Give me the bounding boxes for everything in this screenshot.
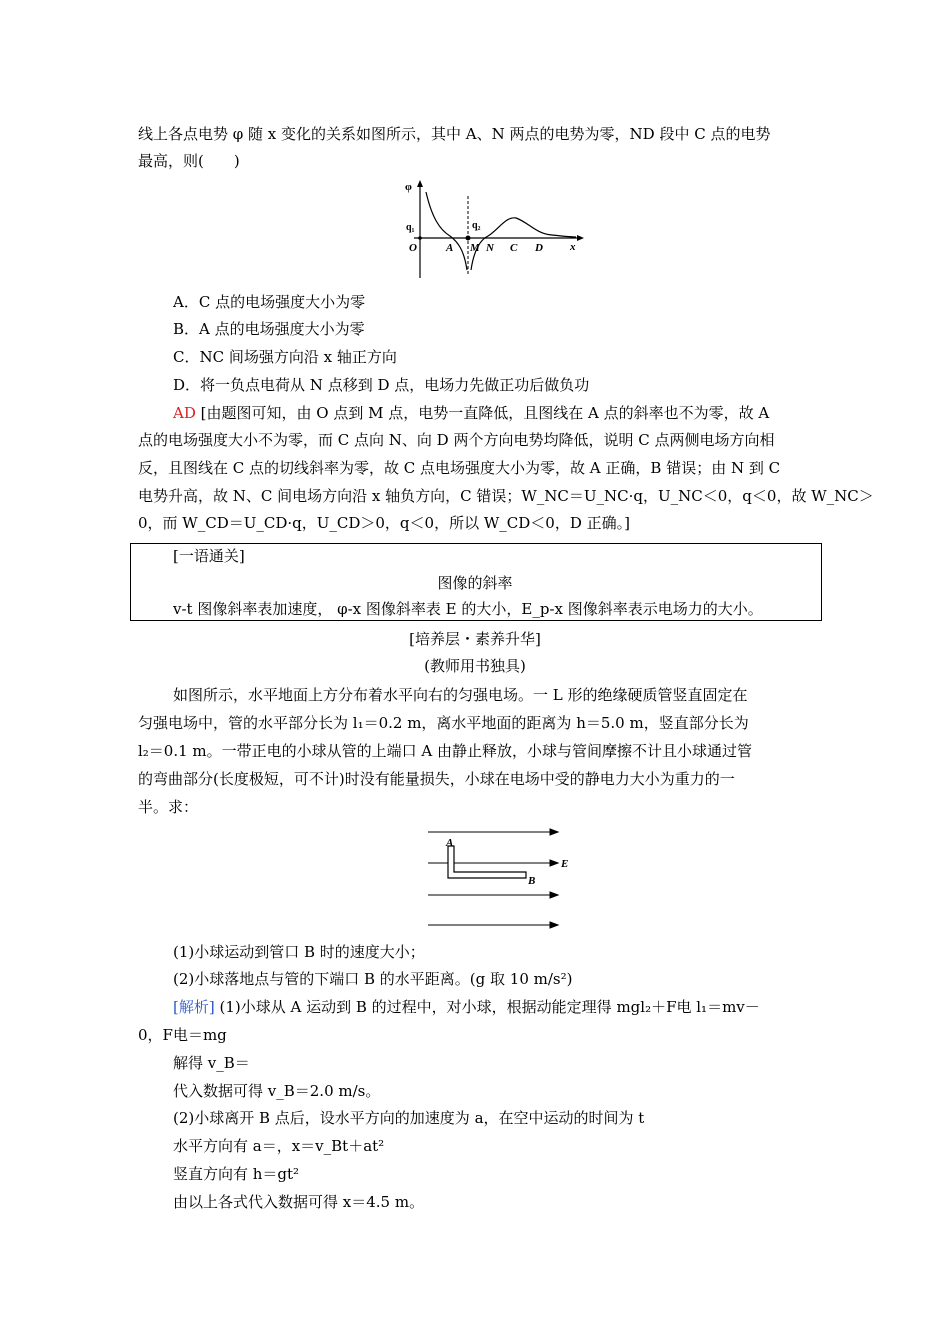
answer-line4: 电势升高，故 N、C 间电场方向沿 x 轴负方向，C 错误；W_NC＝U_NC·q，U_NC＜0，q＜0，故 W_NC＞: [138, 487, 874, 505]
solution-line1: [173, 997, 760, 1017]
option-d: D．将一负点电荷从 N 点移到 D 点，电场力先做正功后做负功: [173, 376, 590, 394]
section-subheading: (教师用书独具): [424, 657, 526, 675]
phi-x-graph: [400, 178, 590, 284]
solution-tag: [解析]: [173, 998, 215, 1016]
answer-line2: 点的电场强度大小不为零，而 C 点向 N、向 D 两个方向电势均降低，说明 C 点两侧电场方向相: [138, 431, 775, 449]
figure-label-B: B: [528, 875, 536, 887]
tip-box-body: v-t 图像斜率表加速度， φ-x 图像斜率表 E 的大小，E_p-x 图像斜率表示电场力的大小。: [173, 600, 763, 618]
graph-label-x: x: [570, 241, 576, 253]
answer-line1: [173, 403, 769, 423]
graph-label-N: N: [486, 242, 494, 254]
problem-question-2: (2)小球落地点与管的下端口 B 的水平距离。(g 取 10 m/s²): [173, 970, 573, 988]
answer-line3: 反，且图线在 C 点的切线斜率为零，故 C 点电场强度大小为零，故 A 正确，B 错误；由 N 到 C: [138, 459, 781, 477]
section-heading: [培养层・素养升华]: [409, 630, 541, 648]
graph-label-phi: φ: [405, 181, 412, 193]
question-stem-line2: 最高，则( ): [138, 152, 240, 170]
answer-line5: 0，而 W_CD＝U_CD·q，U_CD＞0，q＜0，所以 W_CD＜0，D 正确。]: [138, 514, 630, 532]
question-stem-line1: 线上各点电势 φ 随 x 变化的关系如图所示，其中 A、N 两点的电势为零，ND 段中 C 点的电势: [138, 125, 771, 143]
tip-box-title: 图像的斜率: [437, 574, 513, 592]
problem-question-1: (1)小球运动到管口 B 时的速度大小；: [173, 943, 425, 961]
solution-step4: 水平方向有 a＝，x＝v_Bt＋at²: [173, 1137, 385, 1155]
graph-label-q2: q₂: [472, 220, 481, 231]
option-c: C．NC 间场强方向沿 x 轴正方向: [173, 348, 397, 366]
graph-label-A: A: [446, 242, 454, 254]
answer-key: AD: [173, 404, 196, 422]
solution-step1: 解得 v_B＝: [173, 1054, 250, 1072]
graph-label-q1: q₁: [406, 222, 415, 233]
solution-line2: 0，F电＝mg: [138, 1026, 227, 1044]
solution-step5: 竖直方向有 h＝gt²: [173, 1165, 300, 1183]
problem-line5: 半。求：: [138, 798, 199, 816]
graph-label-C: C: [510, 242, 518, 254]
tube-field-figure: [420, 826, 580, 936]
tip-box-tag: [一语通关]: [173, 547, 245, 565]
answer-text-line1: [由题图可知，由 O 点到 M 点，电势一直降低，且图线在 A 点的斜率也不为零，故 A: [200, 404, 770, 422]
solution-step2: 代入数据可得 v_B＝2.0 m/s。: [173, 1082, 381, 1100]
option-b: B．A 点的电场强度大小为零: [173, 320, 365, 338]
problem-line4: 的弯曲部分(长度极短，可不计)时没有能量损失，小球在电场中受的静电力大小为重力的一: [138, 770, 735, 788]
solution-step3: (2)小球离开 B 点后，设水平方向的加速度为 a，在空中运动的时间为 t: [173, 1109, 645, 1127]
option-a: A．C 点的电场强度大小为零: [173, 293, 366, 311]
solution-text-line1: (1)小球从 A 运动到 B 的过程中，对小球，根据动能定理得 mgl₂＋F电 l₁＝mv－: [219, 998, 760, 1016]
problem-line1: 如图所示，水平地面上方分布着水平向右的匀强电场。一 L 形的绝缘硬质管竖直固定在: [173, 686, 748, 704]
graph-label-D: D: [535, 242, 543, 254]
figure-label-A: A: [446, 837, 454, 849]
problem-line2: 匀强电场中，管的水平部分长为 l₁＝0.2 m，离水平地面的距离为 h＝5.0 m，竖直部分长为: [138, 714, 749, 732]
solution-step6: 由以上各式代入数据可得 x＝4.5 m。: [173, 1193, 425, 1211]
figure-label-E: E: [561, 858, 569, 870]
graph-label-O: O: [409, 242, 417, 254]
graph-label-M: M: [470, 242, 480, 254]
problem-line3: l₂＝0.1 m。一带正电的小球从管的上端口 A 由静止释放，小球与管间摩擦不计且小球通过管: [138, 742, 753, 760]
